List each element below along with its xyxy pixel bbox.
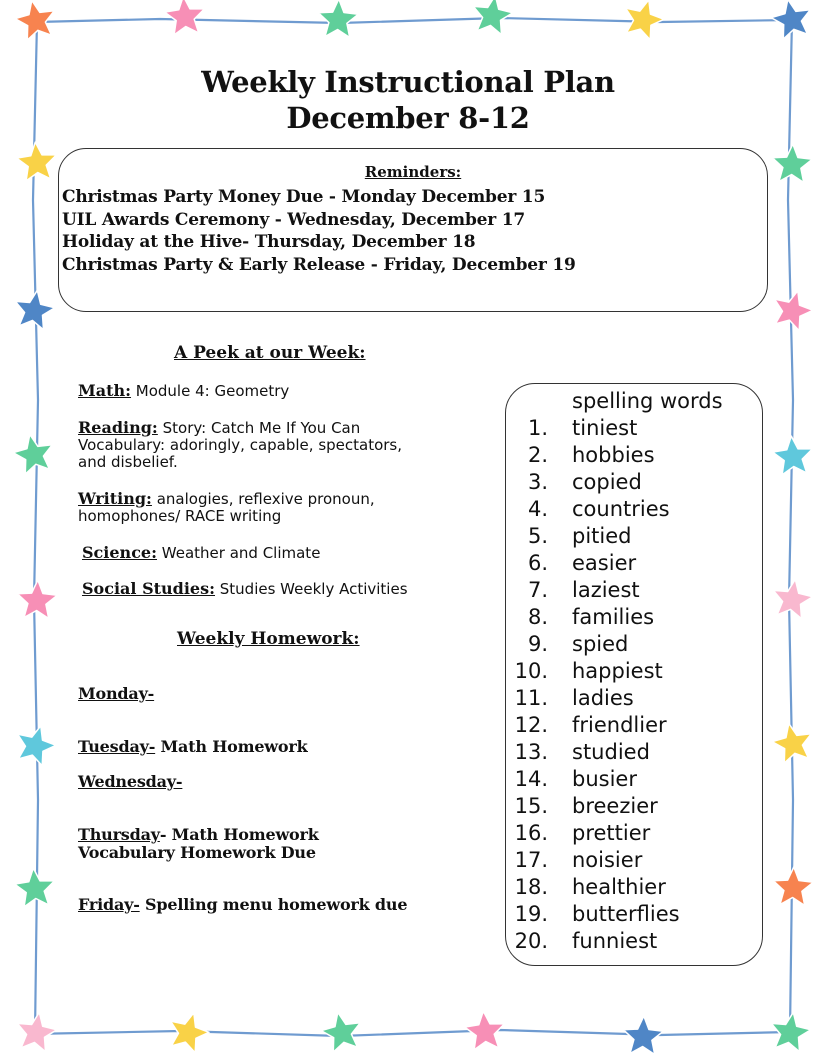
- social-studies-label: Social Studies:: [82, 579, 215, 598]
- spelling-word: hobbies: [572, 443, 655, 467]
- spelling-word-item: [505, 604, 680, 631]
- spelling-word: butterflies: [572, 902, 680, 926]
- spelling-word: spied: [572, 632, 629, 656]
- reading-vocabulary: Vocabulary: adoringly, capable, spectators,: [78, 436, 403, 454]
- spelling-word-number: 20.: [514, 929, 548, 953]
- star-icon: [17, 142, 57, 181]
- spelling-word: easier: [572, 551, 637, 575]
- spelling-word: breezier: [572, 794, 658, 818]
- spelling-word-number: 1.: [527, 416, 548, 440]
- spelling-word: friendlier: [572, 713, 667, 737]
- social-studies-text: Studies Weekly Activities: [215, 580, 408, 598]
- star-icon: [171, 1013, 209, 1053]
- star-icon: [13, 434, 52, 474]
- homework-monday: [78, 685, 498, 703]
- spelling-word: noisier: [572, 848, 643, 872]
- spelling-list: [505, 415, 680, 955]
- spelling-word-number: 11.: [514, 686, 548, 710]
- reading-label: Reading:: [78, 418, 158, 437]
- spelling-word-item: [505, 928, 680, 955]
- friday-label: Friday-: [78, 895, 140, 914]
- reminders-title: Reminders:: [364, 163, 462, 181]
- spelling-word-number: 6.: [527, 551, 548, 575]
- star-icon: [18, 726, 56, 766]
- reminder-item: Christmas Party & Early Release - Friday, December 19: [62, 254, 576, 275]
- spelling-word: ladies: [572, 686, 634, 710]
- writing-text: analogies, reflexive pronoun,: [151, 490, 375, 508]
- spelling-word-number: 10.: [514, 659, 548, 683]
- homework-friday: [78, 896, 498, 914]
- reminders-box: [58, 148, 768, 312]
- spelling-word-item: [505, 685, 680, 712]
- spelling-word-item: [505, 631, 680, 658]
- spelling-word-item: [505, 442, 680, 469]
- spelling-word-number: 14.: [514, 767, 548, 791]
- spelling-word-number: 13.: [514, 740, 548, 764]
- spelling-word-number: 9.: [527, 632, 548, 656]
- page-title: [0, 64, 816, 136]
- spelling-word-number: 17.: [514, 848, 548, 872]
- spelling-word-item: [505, 874, 680, 901]
- homework-heading: Weekly Homework:: [177, 629, 360, 649]
- star-icon: [773, 867, 813, 906]
- title-line-2: December 8-12: [286, 101, 530, 135]
- reminders-list: [62, 186, 576, 276]
- monday-label: Monday-: [78, 684, 155, 703]
- reminder-item: Christmas Party Money Due - Monday December 15: [62, 187, 546, 207]
- star-icon: [17, 1012, 57, 1051]
- homework-wednesday: [78, 773, 498, 791]
- spelling-word-number: 19.: [514, 902, 548, 926]
- wednesday-label: Wednesday-: [78, 772, 183, 791]
- spelling-word-number: 2.: [527, 443, 548, 467]
- star-icon: [15, 868, 55, 907]
- spelling-word-item: [505, 712, 680, 739]
- spelling-word: countries: [572, 497, 670, 521]
- tuesday-text: Math Homework: [155, 737, 308, 756]
- spelling-word-item: [505, 658, 680, 685]
- star-icon: [15, 0, 54, 40]
- spelling-word: laziest: [572, 578, 640, 602]
- spelling-word-item: [505, 901, 680, 928]
- spelling-word-number: 12.: [514, 713, 548, 737]
- spelling-word-item: [505, 523, 680, 550]
- star-icon: [773, 579, 813, 618]
- spelling-word-number: 4.: [527, 497, 548, 521]
- spelling-word-item: [505, 820, 680, 847]
- spelling-word: families: [572, 605, 655, 629]
- thursday-text-cont: Vocabulary Homework Due: [78, 843, 316, 862]
- star-icon: [321, 1012, 360, 1052]
- writing-section: [78, 490, 478, 525]
- tuesday-label: Tuesday-: [78, 737, 156, 756]
- spelling-word-number: 15.: [514, 794, 548, 818]
- star-icon: [165, 0, 205, 35]
- spelling-word-number: 5.: [527, 524, 548, 548]
- spelling-word: busier: [572, 767, 637, 791]
- spelling-word-number: 3.: [527, 470, 548, 494]
- spelling-word-number: 8.: [527, 605, 548, 629]
- spelling-word-item: [505, 847, 680, 874]
- spelling-word-item: [505, 469, 680, 496]
- spelling-word: funniest: [572, 929, 658, 953]
- peek-heading: A Peek at our Week:: [174, 343, 366, 363]
- star-icon: [465, 1011, 505, 1050]
- title-line-1: Weekly Instructional Plan: [201, 65, 615, 99]
- spelling-word: pitied: [572, 524, 632, 548]
- spelling-word: prettier: [572, 821, 651, 845]
- writing-text-cont: homophones/ RACE writing: [78, 507, 282, 525]
- reading-vocabulary-cont: and disbelief.: [78, 453, 178, 471]
- spelling-word-item: [505, 739, 680, 766]
- spelling-word: tiniest: [572, 416, 638, 440]
- science-section: [82, 544, 482, 562]
- spelling-word: healthier: [572, 875, 666, 899]
- star-icon: [775, 291, 813, 331]
- spelling-word-number: 18.: [514, 875, 548, 899]
- spelling-word: happiest: [572, 659, 663, 683]
- star-icon: [772, 723, 811, 763]
- reminder-item: UIL Awards Ceremony - Wednesday, December 17: [62, 209, 525, 230]
- spelling-word-number: 7.: [527, 578, 548, 602]
- homework-thursday: [78, 826, 498, 862]
- spelling-word-number: 16.: [514, 821, 548, 845]
- writing-label: Writing:: [78, 489, 152, 508]
- reading-text: Story: Catch Me If You Can: [157, 419, 361, 437]
- thursday-label: Thursday: [78, 825, 160, 844]
- spelling-word: copied: [572, 470, 642, 494]
- spelling-word-item: [505, 766, 680, 793]
- reminder-item: Holiday at the Hive- Thursday, December 18: [62, 232, 476, 252]
- math-section: [78, 382, 478, 400]
- thursday-text: - Math Homework: [159, 825, 319, 844]
- homework-tuesday: [78, 738, 498, 756]
- star-icon: [772, 144, 812, 183]
- friday-text: Spelling menu homework due: [139, 895, 408, 914]
- spelling-word-item: [505, 496, 680, 523]
- science-text: Weather and Climate: [157, 544, 321, 562]
- science-label: Science:: [82, 543, 158, 562]
- spelling-title: spelling words: [572, 389, 723, 413]
- social-studies-section: [82, 580, 482, 598]
- spelling-word-item: [505, 793, 680, 820]
- star-icon: [318, 0, 358, 38]
- star-icon: [626, 0, 664, 40]
- star-icon: [771, 0, 810, 39]
- reading-section: [78, 419, 478, 471]
- star-icon: [623, 1016, 663, 1055]
- spelling-word-item: [505, 415, 680, 442]
- spelling-word-item: [505, 550, 680, 577]
- spelling-word: studied: [572, 740, 650, 764]
- math-text: Module 4: Geometry: [131, 382, 290, 400]
- star-icon: [17, 580, 57, 619]
- math-label: Math:: [78, 381, 132, 400]
- spelling-word-item: [505, 577, 680, 604]
